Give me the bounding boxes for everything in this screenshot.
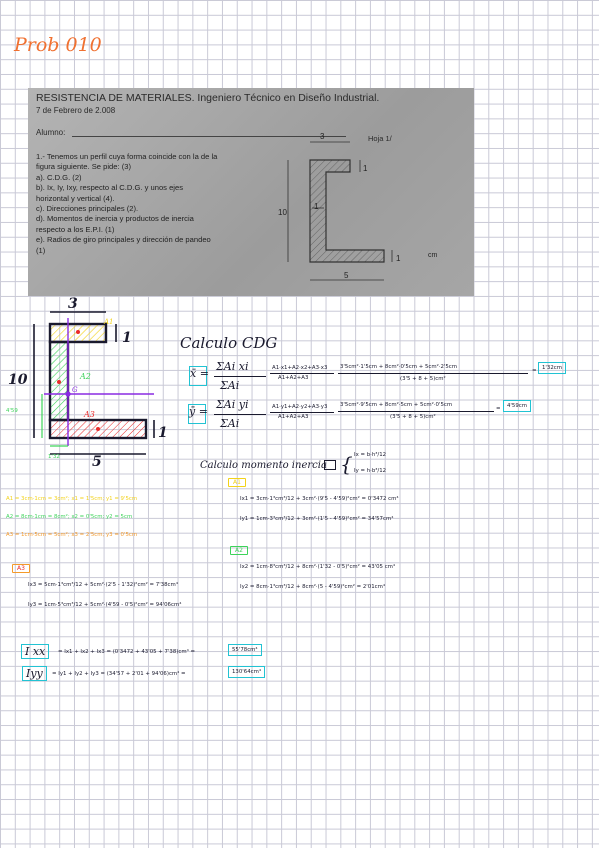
profile-sketch [4, 298, 174, 468]
photo-dim-top: 3 [320, 132, 325, 141]
y-frac-num: ΣAi yi [216, 398, 249, 411]
photo-dim-bottom: 5 [344, 271, 349, 280]
ixx-label: I xx [21, 644, 49, 659]
x-sym-bar [270, 373, 334, 374]
sketch-label-a1: A1 [104, 318, 114, 326]
y-sym-den: A1+A2+A3 [278, 414, 309, 420]
a3-iy: Iy3 = 1cm·5³cm³/12 + 5cm²·(4'59 - 0'5)²cm² = 94'06cm⁴ [28, 602, 182, 608]
a2-tag: A2 [230, 546, 248, 555]
sketch-label-a3: A3 [84, 410, 95, 419]
sketch-dim-bottom-flange: 1 [158, 425, 168, 441]
rect-icon [324, 460, 336, 470]
ix-formula: Ix = b·h³/12 [354, 452, 387, 458]
y-den-eq: (3'5 + 8 + 5)cm² [390, 414, 436, 420]
cdg-heading: Calculo CDG [180, 334, 278, 352]
exam-header: RESISTENCIA DE MATERIALES. Ingeniero Técnico en Diseño Industrial. [36, 92, 380, 104]
profile-drawing [268, 132, 468, 292]
ixx-result: 55'78cm⁴ [228, 644, 262, 656]
problem-line: horizontal y vertical (4). [36, 193, 115, 203]
x-den-eq: (3'5 + 8 + 5)cm² [400, 376, 446, 382]
area-a1: A1 = 3cm·1cm = 3cm²; x1 = 1'5cm; y1 = 9'5cm [6, 496, 138, 502]
x-bar-result: 1'32cm [538, 362, 566, 374]
x-num-eq: 3'5cm²·1'5cm + 8cm²·0'5cm + 5cm²·2'5cm [340, 364, 458, 370]
x-eq-bar [338, 373, 528, 374]
x-sym-den: A1+A2+A3 [278, 375, 309, 381]
problem-line: respecto a los E.P.I. (1) [36, 224, 115, 234]
page-title: Prob 010 [14, 34, 102, 56]
y-frac-bar [214, 414, 266, 415]
a2-iy: Iy2 = 8cm·1³cm³/12 + 8cm²·(5 - 4'59)²cm² = 2'01cm⁴ [240, 584, 386, 590]
sketch-dim-bottom: 5 [92, 454, 102, 470]
sketch-label-g: G [72, 386, 78, 394]
y-eq-bar [338, 411, 494, 412]
problem-line: a). C.D.G. (2) [36, 172, 82, 182]
sketch-dim-left: 10 [8, 372, 28, 388]
exam-date: 7 de Febrero de 2.008 [36, 106, 116, 115]
problem-line: b). Ix, Iy, Ixy, respecto al C.D.G. y unos ejes [36, 183, 184, 193]
area-a2: A2 = 8cm·1cm = 8cm²; x2 = 0'5cm; y2 = 5cm [6, 514, 133, 520]
photo-dim-height: 10 [278, 208, 287, 217]
a2-ix: Ix2 = 1cm·8³cm³/12 + 8cm²·(1'32 - 0'5)²cm² = 43'05 cm⁴ [240, 564, 396, 570]
x-frac-bar [214, 376, 266, 377]
y-frac-den: ΣAi [220, 417, 240, 430]
a3-ix: Ix3 = 5cm·1³cm³/12 + 5cm²·(2'5 - 1'32)²cm² = 7'38cm⁴ [28, 582, 178, 588]
alumno-label: Alumno: [36, 128, 66, 137]
x-frac-num: ΣAi xi [216, 360, 249, 373]
problem-line: d). Momentos de inercia y productos de inercia [36, 214, 194, 224]
a1-ix: Ix1 = 3cm·1³cm³/12 + 3cm²·(9'5 - 4'59)²cm² = 0'3472 cm⁴ [240, 496, 399, 502]
inertia-heading: Calculo momento inercia [200, 460, 327, 471]
area-a3: A3 = 1cm·5cm = 5cm²; x3 = 2'5cm; y3 = 0'5cm [6, 532, 138, 538]
iyy-label: Iyy [22, 666, 47, 681]
hoja-label: Hoja 1/ [368, 134, 392, 143]
x-frac-den: ΣAi [220, 379, 240, 392]
a3-tag: A3 [12, 564, 30, 573]
sketch-label-a2: A2 [80, 372, 91, 381]
photo-dim-web: 1 [314, 202, 319, 211]
exam-photo [28, 88, 474, 296]
photo-unit: cm [428, 252, 438, 259]
a1-tag: A1 [228, 478, 246, 487]
x-bar-lhs: x̄ = [190, 367, 209, 380]
iyy-equation: = Iy1 + Iy2 + Iy3 = (34'57 + 2'01 + 94'06)cm⁴ = [52, 671, 186, 677]
y-num-eq: 3'5cm²·9'5cm + 8cm²·5cm + 5cm²·0'5cm [340, 402, 453, 408]
problem-line: c). Direcciones principales (2). [36, 204, 139, 214]
problem-line: (1) [36, 245, 46, 255]
problem-statement [36, 152, 250, 256]
sketch-dim-right: 1 [122, 330, 132, 346]
photo-dim-bflange: 1 [396, 254, 401, 263]
y-sym-bar [270, 412, 334, 413]
problem-line: figura siguiente. Se pide: (3) [36, 162, 131, 172]
y-bar-lhs: ȳ = [189, 405, 208, 418]
y-sym-num: A1·y1+A2·y2+A3·y3 [272, 404, 328, 410]
problem-line: 1.- Tenemos un perfil cuya forma coincide con la de la [36, 152, 218, 161]
photo-dim-flange: 1 [363, 164, 368, 173]
sketch-dim-top: 3 [68, 296, 78, 312]
iyy-result: 130'64cm⁴ [228, 666, 265, 678]
y-bar-result: 4'59cm [503, 400, 531, 412]
problem-line: e). Radios de giro principales y dirección de pandeo [36, 235, 211, 245]
ixx-equation: = Ix1 + Ix2 + Ix3 = (0'3472 + 43'05 + 7'38)cm⁴ = [58, 649, 195, 655]
x-sym-num: A1·x1+A2·x2+A3·x3 [272, 365, 328, 371]
a1-iy: Iy1 = 1cm·3³cm³/12 + 3cm²·(1'5 - 4'59)²cm² = 34'57cm⁴ [240, 516, 394, 522]
iy-formula: Iy = h·b³/12 [354, 468, 387, 474]
sketch-dim-xg: 1'32 [48, 454, 60, 460]
sketch-dim-yg: 4'59 [6, 408, 18, 414]
